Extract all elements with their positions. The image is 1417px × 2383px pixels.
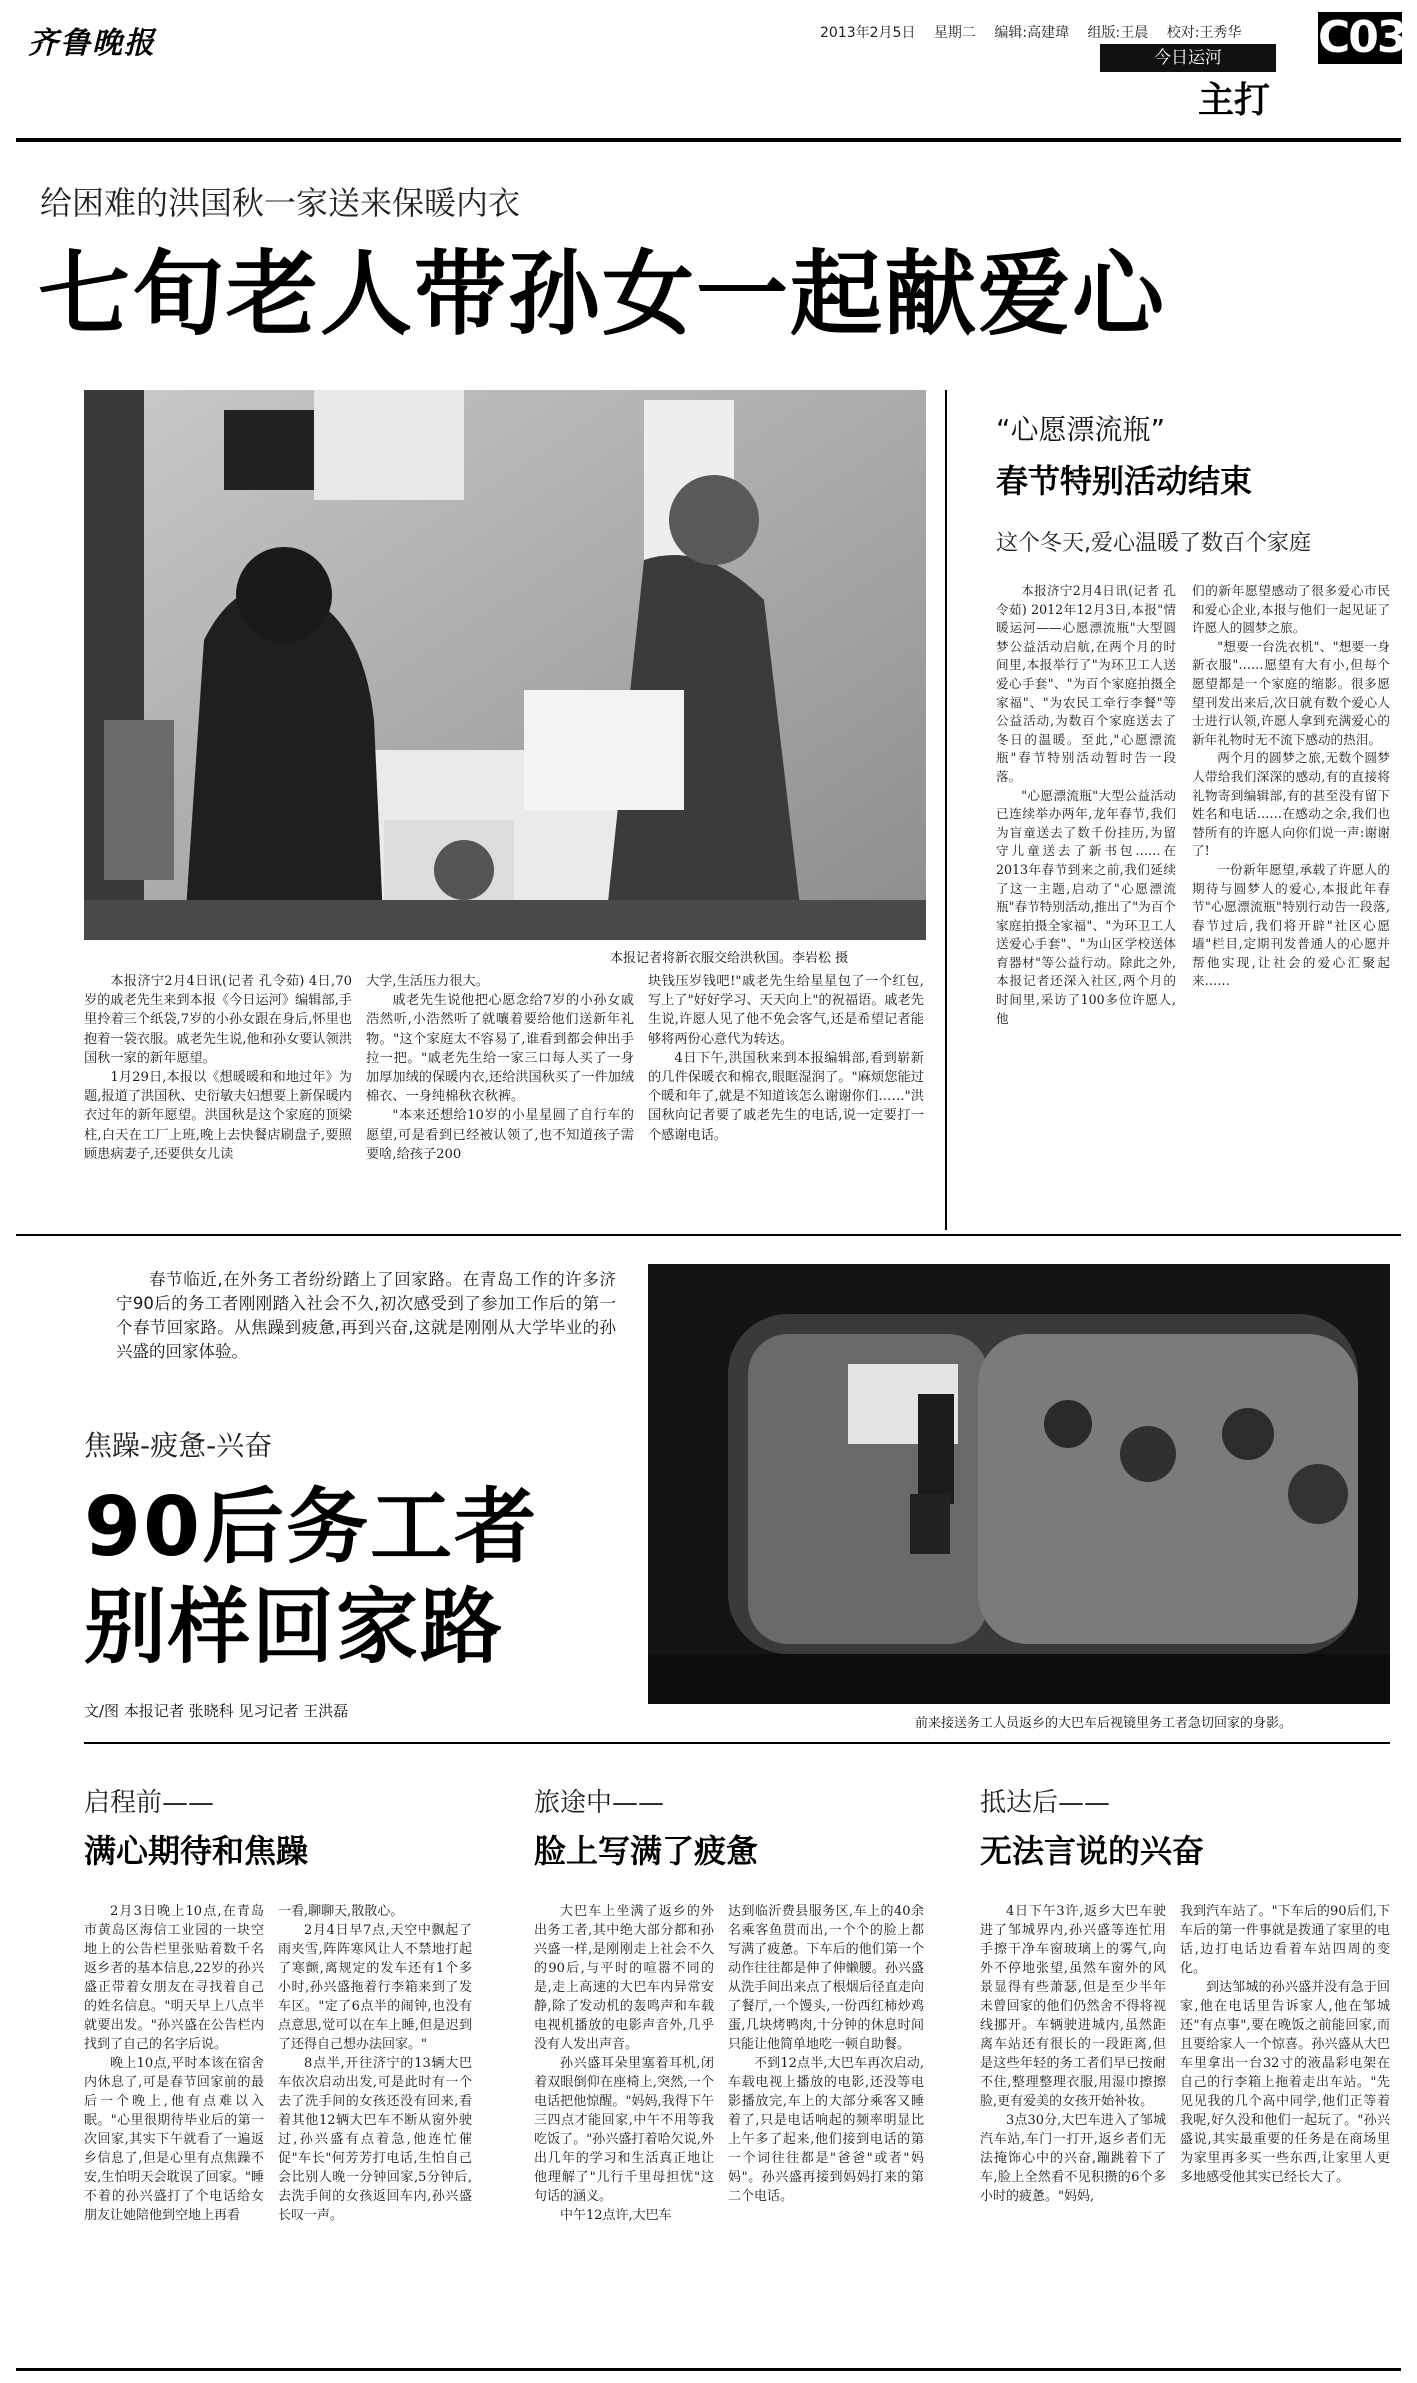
masthead-logo: 齐鲁晚报: [28, 26, 156, 61]
paragraph: 到达邹城的孙兴盛并没有急于回家,他在电话里告诉家人,他在邹城还"有点事",要在晚饭之前能回家,而且要给家人一个惊喜。孙兴盛从大巴车里拿出一台32寸的液晶彩电架在自己的行李箱上拖着走出车站。"先见见我的几个高中同学,他们正等着我呢,好久没和他们一起玩了。"孙兴盛说,其实最重要的任务是在商场里为家里再多买一些东西,让家里人更多地感受他其实已经长大了。: [1180, 1980, 1390, 2185]
story2-photo: [648, 1264, 1390, 1704]
paragraph: "想要一台洗衣机"、"想要一身新衣服"……愿望有大有小,但每个愿望都是一个家庭的缩影。很多愿望刊发出来后,次日就有数个爱心人士进行认领,许愿人拿到充满爱心的新年礼物时无不流下感动的热泪。: [1192, 638, 1390, 747]
page-meta: [820, 22, 1255, 42]
sidebar-title-1: “心愿漂流瓶”: [996, 413, 1166, 446]
issue-weekday: 星期二: [933, 25, 976, 41]
paragraph: 块钱压岁钱吧!"戚老先生给星星包了一个红包,写上了"好好学习、天天向上"的祝福语。戚老先生说,许愿人见了他不免会客气,还是希望记者能够将两份心意代为转达。: [648, 974, 924, 1047]
paragraph: 们的新年愿望感动了很多爱心市民和爱心企业,本报与他们一起见证了许愿人的圆梦之旅。: [1192, 583, 1390, 636]
paragraph: 2月4日早7点,天空中飘起了雨夹雪,阵阵寒风让人不禁地打起了寒颤,离规定的发车还有1个多小时,孙兴盛拖着行李箱来到了发车区。"定了6点半的闹钟,也没有点意思,觉可以在车上睡,但是迟到了还得自己想办法回家。": [278, 1923, 472, 2052]
paragraph: 一份新年愿望,承载了许愿人的期待与圆梦人的爱心,本报此年春节"心愿漂流瓶"特别行动告一段落,春节过后,我们将开辟"社区心愿墙"栏目,定期刊发普通人的心愿并帮他实现,让社会的爱心汇聚起来……: [1192, 861, 1390, 989]
paragraph: 2月3日晚上10点,在青岛市黄岛区海信工业园的一块空地上的公告栏里张贴着数千名返乡者的基本信息,22岁的孙兴盛正带着女朋友在寻找着自己的姓名信息。"明天早上八点半就要出发。"孙兴盛在公告栏内找到了自己的名字后说。: [84, 1904, 264, 2052]
paragraph: 大巴车上坐满了返乡的外出务工者,其中绝大部分都和孙兴盛一样,是刚刚走上社会不久的90后,与平时的喧嚣不同的是,走上高速的大巴车内异常安静,除了发动机的轰鸣声和车载电视机播放的电影声音外,几乎没有人发出声音。: [534, 1904, 714, 2052]
sidebar-column-1: [996, 582, 1176, 1028]
paragraph: 达到临沂费县服务区,车上的40余名乘客鱼贯而出,一个个的脸上都写满了疲惫。下车后的他们第一个动作往往都是伸了伸懒腰。孙兴盛从洗手间出来点了根烟后径直走向了餐厅,一个馒头,一份西红柿炒鸡蛋,几块烤鸭肉,十分钟的休息时间只能让他简单地吃一顿自助餐。: [728, 1904, 924, 2052]
section-rule: [16, 1234, 1401, 1236]
sidebar-column-2: [1192, 582, 1390, 991]
paragraph: 一看,聊聊天,散散心。: [278, 1904, 404, 1919]
section3-column-2: [1180, 1902, 1390, 2187]
story1-column-1: [84, 972, 352, 1164]
sidebar-subtitle: 这个冬天,爱心温暖了数百个家庭: [996, 531, 1311, 556]
story1-photo: [84, 390, 926, 940]
story2-photo-caption: 前来接送务工人员返乡的大巴车后视镜里务工者急切回家的身影。: [915, 1716, 1293, 1731]
footer-rule: [16, 2368, 1401, 2371]
editor-credit: 编辑:高建瑋: [994, 25, 1070, 41]
paragraph: 本报济宁2月4日讯(记者 孔令茹) 4日,70岁的戚老先生来到本报《今日运河》编辑部,手里拎着三个纸袋,7岁的小孙女跟在身后,怀里也抱着一袋衣服。戚老先生说,他和孙女要认领洪国秋一家的新年愿望。: [84, 974, 352, 1066]
section2-column-1: [534, 1902, 714, 2225]
story2-byline: 文/图 本报记者 张晓科 见习记者 王洪磊: [84, 1702, 349, 1720]
section3-head: 无法言说的兴奋: [980, 1832, 1205, 1870]
story1-photo-caption: 本报记者将新衣服交给洪秋国。李岩松 摄: [610, 951, 849, 966]
paragraph: 戚老先生说他把心愿念给7岁的小孙女戚浩然听,小浩然听了就嚷着要给他们送新年礼物。"这个家庭太不容易了,谁看到都会伸出手拉一把。"戚老先生给一家三口每人买了一身加厚加绒的保暖内衣,还给洪国秋买了一件加绒棉衣、一身纯棉秋衣秋裤。: [366, 993, 634, 1105]
paragraph: 1月29日,本报以《想暖暖和和地过年》为题,报道了洪国秋、史衍敏夫妇想要上新保暖内衣过年的新年愿望。洪国秋是这个家庭的顶梁柱,白天在工厂上班,晚上去快餐店刷盘子,要照顾患病妻子,还要供女儿读: [84, 1070, 352, 1162]
story2-intro: [116, 1268, 616, 1364]
issue-date: 2013年2月5日: [820, 25, 916, 41]
section1-title: 启程前——: [84, 1788, 215, 1818]
section3-column-1: [980, 1902, 1166, 2206]
paragraph: 中午12点许,大巴车: [560, 2208, 672, 2223]
paragraph: 4日下午,洪国秋来到本报编辑部,看到崭新的几件保暖衣和棉衣,眼眶湿润了。"麻烦您能过个暖和年了,就是不知道该怎么谢谢你们……"洪国秋向记者要了戚老先生的电话,说一定要打一个感谢电话。: [648, 1050, 924, 1143]
designer-credit: 组版:王晨: [1087, 25, 1149, 41]
section1-column-1: [84, 1902, 264, 2225]
paragraph: 晚上10点,平时本该在宿舍内休息了,可是春节回家前的最后一个晚上,他有点难以入眠。"心里很期待毕业后的第一次回家,其实下午就看了一遍返乡信息了,但是心里有点焦躁不安,生怕明天会耽误了回家。"睡不着的孙兴盛打了个电话给女朋友让她陪他到空地上再看: [84, 2056, 264, 2223]
story1-kicker: 给困难的洪国秋一家送来保暖内衣: [40, 184, 521, 222]
paragraph: 春节临近,在外务工者纷纷踏上了回家路。在青岛工作的许多济宁90后的务工者刚刚踏入社会不久,初次感受到了参加工作后的第一个春节回家路。从焦躁到疲惫,再到兴奋,这就是刚刚从大学毕业的孙兴盛的回家体验。: [116, 1270, 616, 1361]
paragraph: 本报济宁2月4日讯(记者 孔令茹) 2012年12月3日,本报"情暖运河——心愿漂流瓶"大型圆梦公益活动启航,在两个月的时间里,本报举行了"为环卫工人送爱心手套"、"为百个家庭拍摄全家福"、"为农民工牵行李餐"等公益活动,为数百个家庭送去了冬日的温暖。至此,"心愿漂流瓶"春节特别活动暂时告一段落。: [996, 583, 1176, 784]
story1-column-2: [366, 972, 634, 1164]
sidebar-title-2: 春节特别活动结束: [996, 462, 1253, 500]
paragraph: 我到汽车站了。"下车后的90后们,下车后的第一件事就是拨通了家里的电话,边打电话边看着车站四周的变化。: [1180, 1904, 1390, 1976]
paragraph: 孙兴盛耳朵里塞着耳机,闭着双眼倒仰在座椅上,突然,一个电话把他惊醒。"妈妈,我得下午三四点才能回家,中午不用等我吃饭了。"孙兴盛打着哈欠说,外出几年的学习和生活真正地让他理解了"儿行千里母担忧"这句话的涵义。: [534, 2056, 714, 2204]
story1-column-3: [648, 972, 924, 1145]
story2-kicker: 焦躁-疲惫-兴奋: [84, 1429, 273, 1462]
paragraph: 大学,生活压力很大。: [366, 974, 489, 989]
section2-head: 脸上写满了疲惫: [534, 1832, 759, 1870]
column-divider: [945, 390, 947, 1230]
paragraph: "本来还想给10岁的小星星圆了自行车的愿望,可是看到已经被认领了,也不知道孩子需要啥,给孩子200: [366, 1108, 634, 1162]
paragraph: 两个月的圆梦之旅,无数个圆梦人带给我们深深的感动,有的直接将礼物寄到编辑部,有的甚至没有留下姓名和电话……在感动之余,我们也替所有的许愿人向你们说一声:谢谢了!: [1192, 750, 1390, 859]
paragraph: "心愿漂流瓶"大型公益活动已连续举办两年,龙年春节,我们为盲童送去了数千份挂历,为留守儿童送去了新书包……在2013年春节到来之前,我们延续了这一主题,启动了"心愿漂流瓶"春节特别活动,推出了"为百个家庭拍摄全家福"、"为环卫工人送爱心手套"、"为山区学校送体育器材"等公益行动。除此之外,本报记者还深入社区,两个月的时间里,采访了100多位许愿人,他: [996, 787, 1176, 1026]
section1-column-2: [278, 1902, 472, 2225]
section1-head: 满心期待和焦躁: [84, 1832, 309, 1870]
paragraph: 3点30分,大巴车进入了邹城汽车站,车门一打开,返乡者们无法掩饰心中的兴奋,蹦跳着下了车,脸上全然看不见积攒的6个多小时的疲惫。"妈妈,: [980, 2113, 1166, 2204]
story2-headline-line2: 别样回家路: [84, 1580, 505, 1675]
story1-photo-illustration: [84, 390, 926, 940]
section2-column-2: [728, 1902, 924, 2206]
paragraph: 4日下午3许,返乡大巴车驶进了邹城界内,孙兴盛等连忙用手擦干净车窗玻璃上的雾气,向外不停地张望,虽然车窗外的风景显得有些萧瑟,但是至少半年未曾回家的他们仍然舍不得将视线挪开。车辆驶进城内,虽然距离车站还有很长的一段距离,但是这些年轻的务工者们早已按耐不住,整理整理衣服,用湿巾擦擦脸,更有爱美的女孩开始补妆。: [980, 1904, 1166, 2109]
story2-photo-illustration: [648, 1264, 1390, 1704]
paragraph: 不到12点半,大巴车再次启动,车载电视上播放的电影,还没等电影播放完,车上的大部分乘客又睡着了,只是电话响起的频率明显比上午多了起来,他们接到电话的第一个词往往都是"爸爸"或者"妈妈"。孙兴盛再接到妈妈打来的第二个电话。: [728, 2056, 924, 2204]
section2-title: 旅途中——: [534, 1788, 665, 1818]
section-subtitle: 主打: [1198, 80, 1271, 121]
section3-title: 抵达后——: [980, 1788, 1111, 1818]
story1-headline: 七旬老人带孙女一起献爱心: [38, 241, 1167, 348]
section-tab: 今日运河: [1100, 44, 1276, 72]
story2-rule: [84, 1742, 1390, 1744]
paragraph: 8点半,开往济宁的13辆大巴车依次启动出发,可是此时有一个去了洗手间的女孩还没有回来,看着其他12辆大巴车不断从窗外驶过,孙兴盛有点着急,他连忙催促"车长"何芳芳打电话,生怕自己会比别人晚一分钟回家,5分钟后,去洗手间的女孩返回车内,孙兴盛长叹一声。: [278, 2056, 472, 2223]
proofreader-credit: 校对:王秀华: [1166, 25, 1242, 41]
header-rule: [16, 138, 1401, 142]
story2-headline-line1: 90后务工者: [84, 1480, 539, 1575]
page-number: C03: [1318, 12, 1406, 63]
